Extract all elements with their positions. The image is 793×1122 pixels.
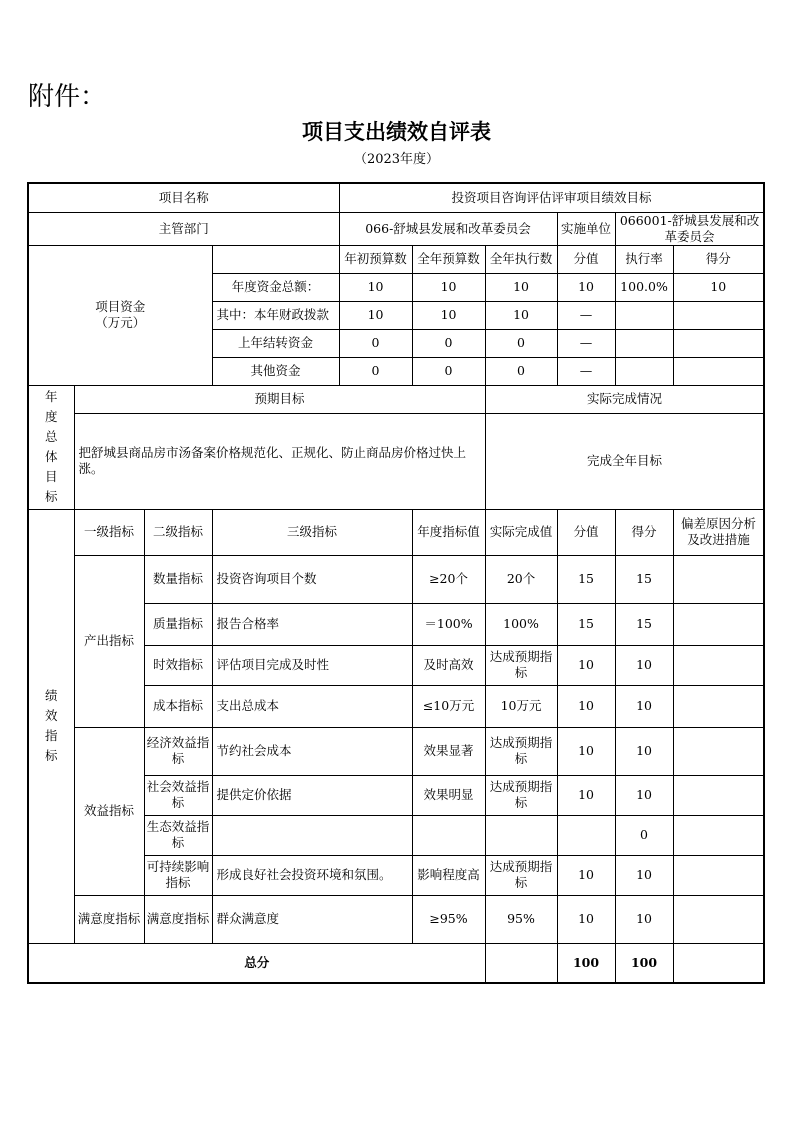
total-reason — [673, 943, 764, 983]
deviation-reason — [673, 603, 764, 645]
level1-indicator: 产出指标 — [74, 555, 144, 727]
funds-rate — [615, 329, 673, 357]
level3-indicator — [212, 815, 412, 855]
actual-result-text: 完成全年目标 — [485, 413, 764, 509]
level3-indicator: 群众满意度 — [212, 895, 412, 943]
funds-row-label: 上年结转资金 — [212, 329, 339, 357]
funds-full: 10 — [412, 301, 485, 329]
actual-value: 达成预期指标 — [485, 645, 557, 685]
funds-score: 10 — [673, 273, 764, 301]
deviation-reason — [673, 895, 764, 943]
funds-header: 执行率 — [615, 245, 673, 273]
table-row — [28, 727, 764, 775]
indicator-header: 偏差原因分析及改进措施 — [673, 509, 764, 555]
indicator-header: 得分 — [615, 509, 673, 555]
level3-indicator: 投资咨询项目个数 — [212, 555, 412, 603]
funds-init: 0 — [339, 357, 412, 385]
level2-indicator: 经济效益指标 — [144, 727, 212, 775]
deviation-reason — [673, 727, 764, 775]
deviation-reason — [673, 855, 764, 895]
project-name-value: 投资项目咨询评估评审项目绩效目标 — [339, 183, 764, 212]
deviation-reason — [673, 775, 764, 815]
score: 10 — [615, 855, 673, 895]
actual-value: 95% — [485, 895, 557, 943]
indicator-header: 分值 — [557, 509, 615, 555]
annual-target: 及时高效 — [412, 645, 485, 685]
annual-target: ≤10万元 — [412, 685, 485, 727]
deviation-reason — [673, 685, 764, 727]
table-row — [28, 895, 764, 943]
impl-value: 066001-舒城县发展和改革委员会 — [615, 212, 764, 245]
total-score: 100 — [615, 943, 673, 983]
score: 10 — [615, 775, 673, 815]
level3-indicator: 形成良好社会投资环境和氛围。 — [212, 855, 412, 895]
expected-goal-header: 预期目标 — [74, 385, 485, 413]
expected-goal-text: 把舒城县商品房市汤备案价格规范化、正规化、防止商品房价格过快上涨。 — [74, 413, 485, 509]
indicators-side-label: 绩 效 指 标 — [28, 509, 74, 943]
impl-label: 实施单位 — [557, 212, 615, 245]
goals-side-label: 年 度 总 体 目 标 — [28, 385, 74, 509]
level1-indicator: 效益指标 — [74, 727, 144, 895]
funds-full: 10 — [412, 273, 485, 301]
actual-value: 达成预期指标 — [485, 775, 557, 815]
score: 10 — [615, 645, 673, 685]
score-value: 10 — [557, 855, 615, 895]
total-label: 总分 — [28, 943, 485, 983]
funds-score_val: 10 — [557, 273, 615, 301]
year-subtitle: （2023年度） — [353, 152, 440, 167]
score-value: 15 — [557, 555, 615, 603]
table-row — [28, 385, 764, 413]
indicator-header: 年度指标值 — [412, 509, 485, 555]
table-row — [28, 555, 764, 603]
table-row — [28, 183, 764, 212]
score-value: 10 — [557, 685, 615, 727]
table-row — [28, 245, 764, 273]
annual-target: ≥95% — [412, 895, 485, 943]
funds-header: 全年执行数 — [485, 245, 557, 273]
funds-score_val: — — [557, 329, 615, 357]
funds-exec: 10 — [485, 273, 557, 301]
deviation-reason — [673, 555, 764, 603]
level3-indicator: 评估项目完成及时性 — [212, 645, 412, 685]
actual-value: 达成预期指标 — [485, 727, 557, 775]
total-blank — [485, 943, 557, 983]
funds-init: 10 — [339, 273, 412, 301]
table-row — [28, 413, 764, 509]
actual-value: 10万元 — [485, 685, 557, 727]
funds-header-blank — [212, 245, 339, 273]
funds-exec: 10 — [485, 301, 557, 329]
level2-indicator: 生态效益指标 — [144, 815, 212, 855]
actual-value: 达成预期指标 — [485, 855, 557, 895]
funds-header: 全年预算数 — [412, 245, 485, 273]
score: 10 — [615, 685, 673, 727]
annual-target: 影响程度高 — [412, 855, 485, 895]
attachment-label: 附件： — [28, 82, 107, 112]
score-value: 15 — [557, 603, 615, 645]
actual-value — [485, 815, 557, 855]
funds-row-label: 其中：本年财政拨款 — [212, 301, 339, 329]
level2-indicator: 质量指标 — [144, 603, 212, 645]
score-value: 10 — [557, 645, 615, 685]
funds-score — [673, 329, 764, 357]
actual-result-header: 实际完成情况 — [485, 385, 764, 413]
level3-indicator: 支出总成本 — [212, 685, 412, 727]
level3-indicator: 节约社会成本 — [212, 727, 412, 775]
page-title: 项目支出绩效自评表 — [302, 120, 491, 144]
score: 0 — [615, 815, 673, 855]
funds-row-label: 其他资金 — [212, 357, 339, 385]
score-value: 10 — [557, 775, 615, 815]
score-value: 10 — [557, 727, 615, 775]
funds-exec: 0 — [485, 357, 557, 385]
funds-score_val: — — [557, 301, 615, 329]
funds-score_val: — — [557, 357, 615, 385]
score: 10 — [615, 727, 673, 775]
table-row — [28, 212, 764, 245]
funds-init: 0 — [339, 329, 412, 357]
level2-indicator: 成本指标 — [144, 685, 212, 727]
annual-target: ＝100% — [412, 603, 485, 645]
funds-score — [673, 357, 764, 385]
deviation-reason — [673, 645, 764, 685]
level1-indicator: 满意度指标 — [74, 895, 144, 943]
table-row — [28, 509, 764, 555]
table-row — [28, 943, 764, 983]
level2-indicator: 数量指标 — [144, 555, 212, 603]
score: 15 — [615, 555, 673, 603]
dept-label: 主管部门 — [28, 212, 339, 245]
actual-value: 20个 — [485, 555, 557, 603]
score: 10 — [615, 895, 673, 943]
level3-indicator: 提供定价依据 — [212, 775, 412, 815]
funds-label: 项目资金 （万元） — [28, 245, 212, 385]
total-score-value: 100 — [557, 943, 615, 983]
annual-target: 效果明显 — [412, 775, 485, 815]
funds-header: 年初预算数 — [339, 245, 412, 273]
indicator-header: 实际完成值 — [485, 509, 557, 555]
funds-exec: 0 — [485, 329, 557, 357]
performance-table — [27, 182, 765, 984]
funds-row-label: 年度资金总额： — [212, 273, 339, 301]
dept-value: 066-舒城县发展和改革委员会 — [339, 212, 557, 245]
level2-indicator: 满意度指标 — [144, 895, 212, 943]
project-name-label: 项目名称 — [28, 183, 339, 212]
level3-indicator: 报告合格率 — [212, 603, 412, 645]
indicator-header: 三级指标 — [212, 509, 412, 555]
annual-target — [412, 815, 485, 855]
annual-target: 效果显著 — [412, 727, 485, 775]
score-value — [557, 815, 615, 855]
indicator-header: 二级指标 — [144, 509, 212, 555]
funds-full: 0 — [412, 329, 485, 357]
actual-value: 100% — [485, 603, 557, 645]
deviation-reason — [673, 815, 764, 855]
level2-indicator: 可持续影响指标 — [144, 855, 212, 895]
score: 15 — [615, 603, 673, 645]
level2-indicator: 社会效益指标 — [144, 775, 212, 815]
funds-full: 0 — [412, 357, 485, 385]
funds-init: 10 — [339, 301, 412, 329]
level2-indicator: 时效指标 — [144, 645, 212, 685]
funds-rate — [615, 301, 673, 329]
funds-rate: 100.0% — [615, 273, 673, 301]
funds-rate — [615, 357, 673, 385]
funds-header: 分值 — [557, 245, 615, 273]
funds-header: 得分 — [673, 245, 764, 273]
indicator-header: 一级指标 — [74, 509, 144, 555]
funds-score — [673, 301, 764, 329]
annual-target: ≥20个 — [412, 555, 485, 603]
score-value: 10 — [557, 895, 615, 943]
